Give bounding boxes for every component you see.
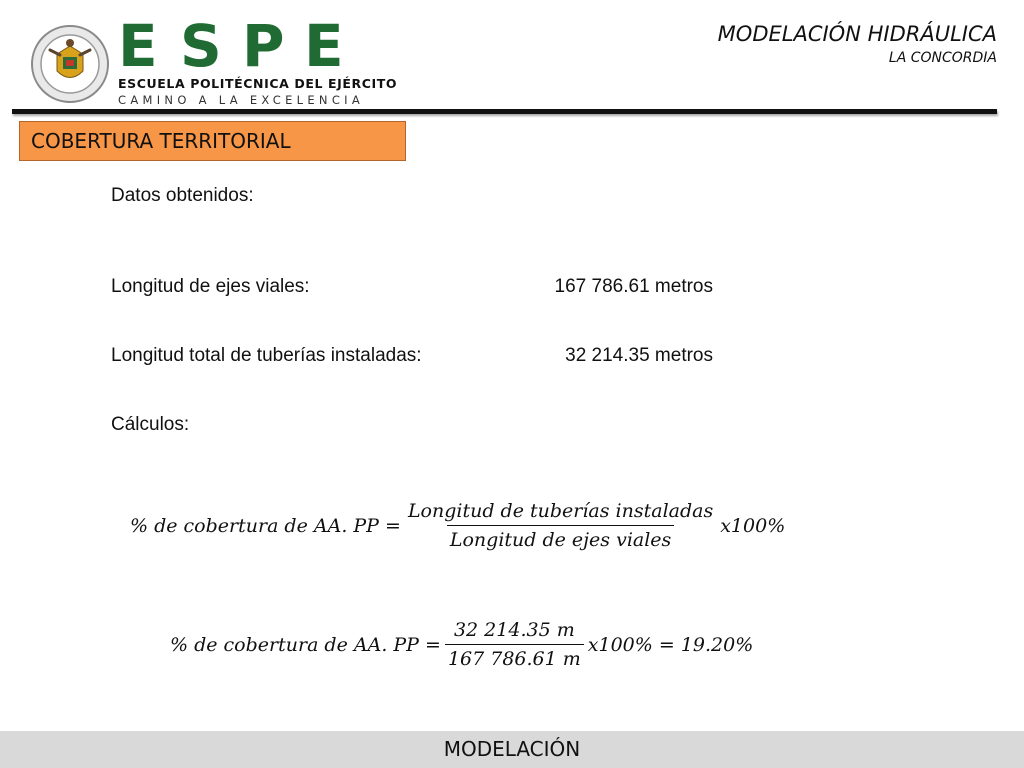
formula-numerator: Longitud de tuberías instaladas — [407, 500, 714, 522]
brand-letter: E — [304, 12, 344, 80]
espe-seal-logo — [30, 24, 110, 104]
slide-footer — [0, 731, 1024, 768]
presentation-title: MODELACIÓN HIDRÁULICA — [717, 22, 997, 46]
section-title: COBERTURA TERRITORIAL — [19, 121, 406, 161]
espe-wordmark — [118, 12, 397, 80]
espe-brand — [118, 12, 398, 107]
data-heading: Datos obtenidos: — [111, 185, 254, 206]
calc-heading: Cálculos: — [111, 414, 190, 435]
presentation-title-block — [718, 22, 997, 66]
calculation-lhs: % de cobertura de AA. PP = — [170, 633, 441, 656]
formula-fraction — [405, 500, 716, 551]
coverage-formula — [130, 500, 785, 551]
institution-name: ESCUELA POLITÉCNICA DEL EJÉRCITO — [118, 76, 398, 91]
brand-letter: P — [242, 12, 285, 80]
presentation-subtitle: LA CONCORDIA — [888, 50, 997, 66]
header-divider — [12, 109, 997, 114]
calculation-result: x100% = 19.20% — [587, 633, 754, 656]
brand-letter: E — [118, 12, 158, 80]
road-length-label: Longitud de ejes viales: — [111, 276, 310, 297]
footer-label: MODELACIÓN — [443, 737, 581, 761]
brand-letter: S — [180, 12, 222, 80]
road-length-value: 167 786.61 metros — [554, 276, 713, 297]
calculation-numerator: 32 214.35 m — [453, 619, 575, 641]
formula-denominator: Longitud de ejes viales — [447, 525, 674, 551]
slide-header — [0, 0, 1024, 118]
formula-suffix: x100% — [720, 514, 786, 537]
pipe-length-label: Longitud total de tuberías instaladas: — [111, 345, 422, 366]
formula-lhs: % de cobertura de AA. PP = — [130, 514, 401, 537]
calculation-denominator: 167 786.61 m — [445, 644, 584, 670]
pipe-length-value: 32 214.35 metros — [565, 345, 713, 366]
institution-motto: CAMINO A LA EXCELENCIA — [118, 93, 365, 107]
coverage-calculation — [170, 619, 753, 670]
calculation-fraction — [445, 619, 584, 670]
